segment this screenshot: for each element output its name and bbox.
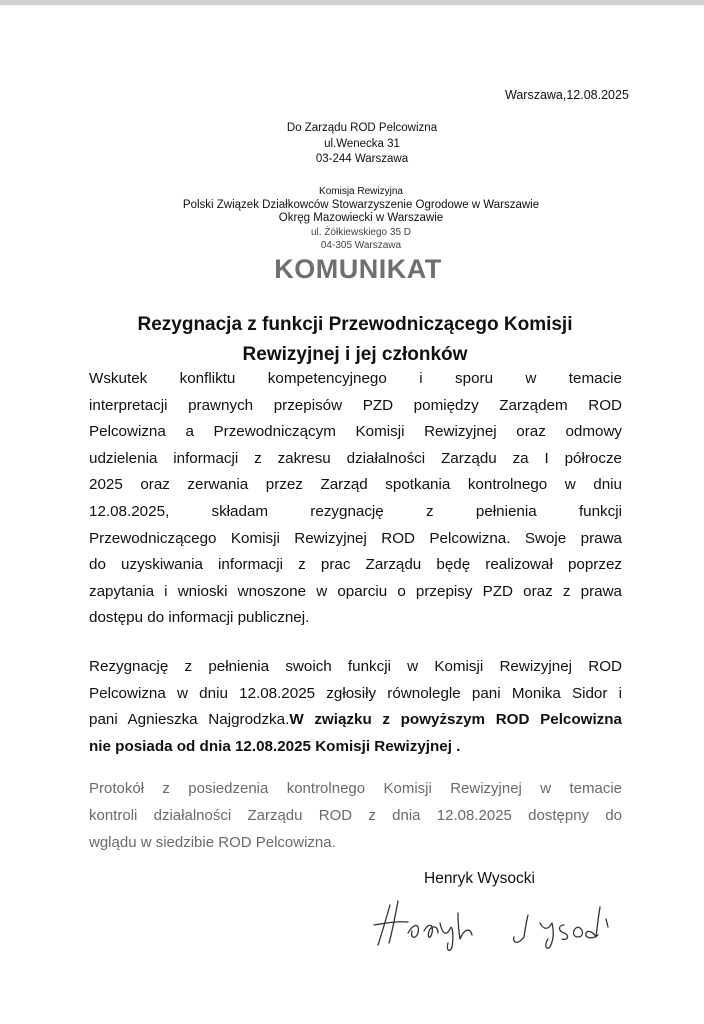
recipient-line: Do Zarządu ROD Pelcowizna bbox=[286, 122, 438, 134]
paragraph-line: Protokół z posiedzenia kontrolnego Komisji Rewizyjnej w temacie bbox=[89, 780, 622, 797]
sender-line: ul. Żółkiewskiego 35 D bbox=[310, 226, 412, 238]
signer-name: Henryk Wysocki bbox=[424, 870, 535, 887]
paragraph-line: Rezygnację z pełnienia swoich funkcji w Komisji Rewizyjnej ROD bbox=[89, 658, 622, 675]
document-title: KOMUNIKAT bbox=[274, 254, 442, 284]
sender-line: Polski Związek Działkowców Stowarzyszenie Ogrodowe w Warszawie bbox=[182, 198, 540, 211]
sender-line: Komisja Rewizyjna bbox=[319, 186, 403, 197]
paragraph-line: kontroli działalności Zarządu ROD z dnia 12.08.2025 dostępny do bbox=[89, 807, 622, 824]
paragraph-line: dostępu do informacji publicznej. bbox=[89, 609, 310, 627]
recipient-line: ul.Wenecka 31 bbox=[324, 137, 400, 150]
paragraph-line bbox=[89, 707, 622, 734]
sender-line: Okręg Mazowiecki w Warszawie bbox=[278, 212, 444, 224]
paragraph-line: 2025 oraz zerwania przez Zarząd spotkania kontrolnego w dniu bbox=[89, 476, 622, 494]
paragraph-text: pani Agnieszka Najgrodzka. bbox=[89, 711, 290, 729]
subject-line: Rewizyjnej i jej członków bbox=[242, 344, 468, 365]
paragraph-line: interpretacji prawnych przepisów PZD pomiędzy Zarządem ROD bbox=[89, 396, 622, 414]
handwritten-signature bbox=[368, 893, 638, 953]
document-subject bbox=[0, 310, 704, 370]
paragraph-members bbox=[89, 654, 622, 760]
paragraph-line: wglądu w siedzibie ROD Pelcowizna. bbox=[89, 834, 336, 851]
paragraph-line: Pelcowizna a Przewodniczącym Komisji Rewizyjnej oraz odmowy bbox=[89, 423, 622, 441]
document-date: Warszawa,12.08.2025 bbox=[505, 88, 629, 102]
sender-line: 04-305 Warszawa bbox=[320, 240, 402, 251]
recipient-address bbox=[0, 121, 704, 168]
paragraph-line: Wskutek konfliktu kompetencyjnego i sporu w temacie bbox=[89, 370, 622, 387]
paragraph-resignation bbox=[89, 366, 622, 632]
paragraph-protocol bbox=[89, 775, 622, 856]
paragraph-line: zapytania i wnioski wnoszone w oparciu o przepisy PZD oraz z prawa bbox=[89, 582, 622, 600]
paragraph-line: do uzyskiwania informacji z prac Zarządu będę realizował poprzez bbox=[89, 556, 622, 574]
paragraph-line: Przewodniczącego Komisji Rewizyjnej ROD Pelcowizna. Swoje prawa bbox=[89, 529, 622, 547]
recipient-line: 03-244 Warszawa bbox=[315, 153, 409, 165]
paragraph-line: 12.08.2025, składam rezygnację z pełnienia funkcji bbox=[89, 502, 622, 520]
subject-line: Rezygnacja z funkcji Przewodniczącego Komisji bbox=[137, 314, 573, 335]
paragraph-line: Pelcowizna w dniu 12.08.2025 zgłosiły równolegle pani Monika Sidor i bbox=[89, 684, 622, 702]
paragraph-line: udzielenia informacji z zakresu działalności Zarządu za I półrocze bbox=[89, 449, 622, 467]
top-edge bbox=[0, 0, 704, 5]
paragraph-bold-text: W związku z powyższym ROD Pelcowizna bbox=[289, 711, 622, 729]
paragraph-line: nie posiada od dnia 12.08.2025 Komisji Rewizyjnej . bbox=[89, 737, 461, 755]
sender-address bbox=[0, 185, 704, 253]
